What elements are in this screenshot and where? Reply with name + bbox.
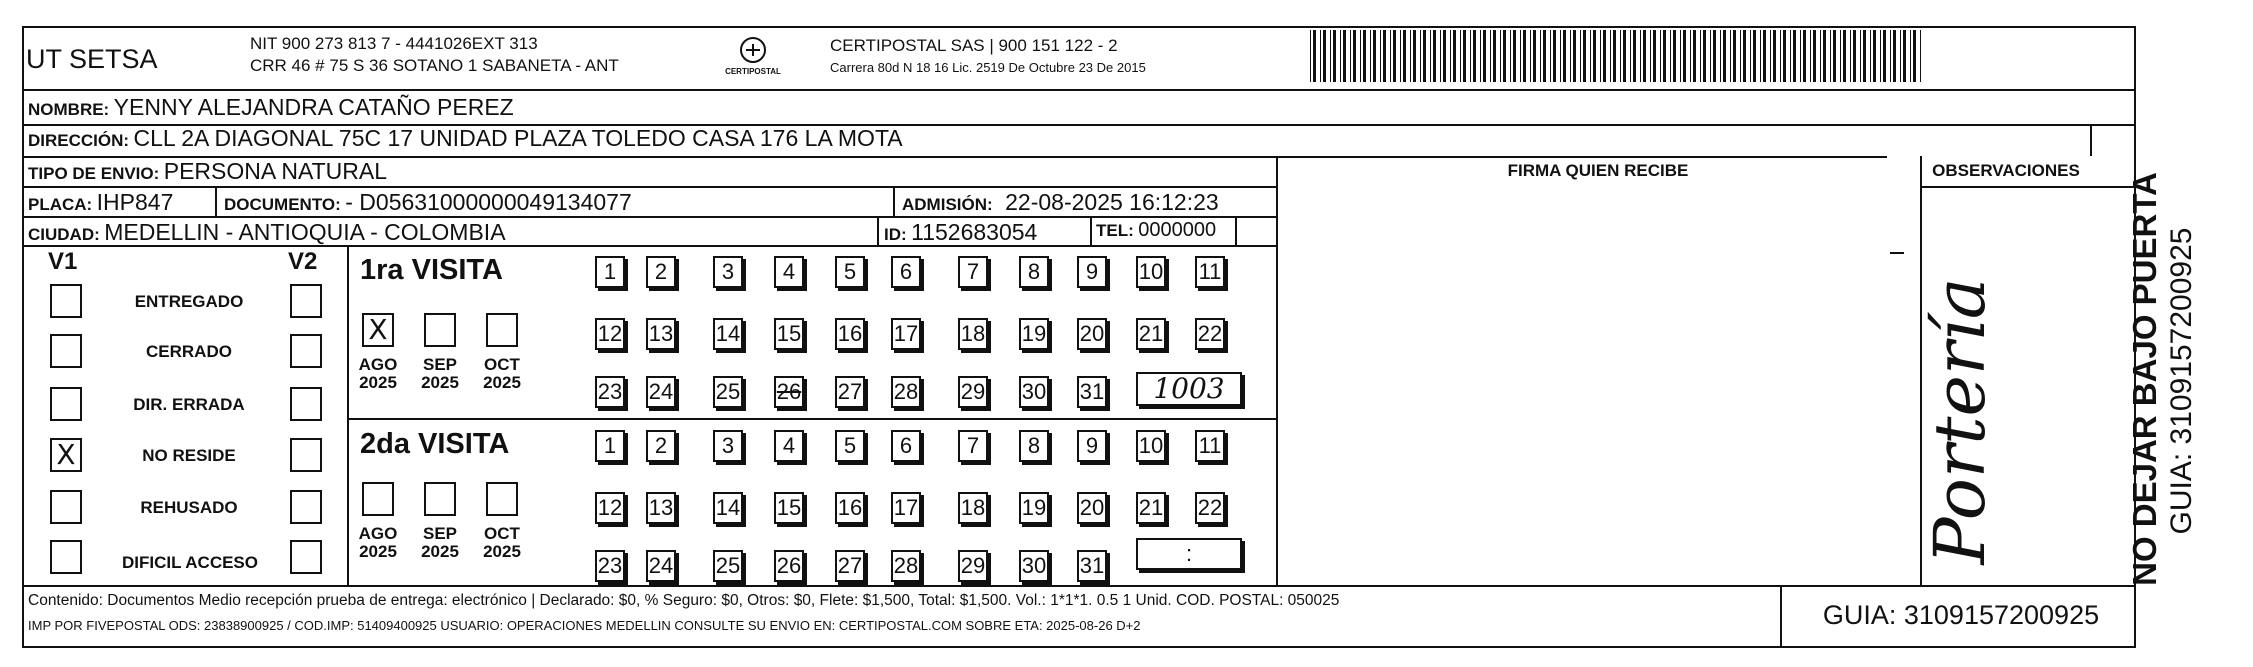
footer-guia: GUIA: 3109157200925	[1822, 600, 2100, 630]
month-label: AGO 2025	[358, 355, 398, 392]
day-box[interactable]: 22	[1195, 318, 1225, 350]
day-box[interactable]: 7	[958, 256, 988, 288]
documento-value: - D05631000000049134077	[345, 189, 632, 215]
day-box[interactable]: 2	[646, 256, 676, 288]
visit1-month-ago-checkbox[interactable]: X	[362, 313, 394, 347]
day-box[interactable]: 21	[1136, 492, 1166, 524]
month-label: SEP 2025	[421, 524, 459, 561]
logo-text: CERTIPOSTAL	[725, 67, 781, 76]
day-box[interactable]: 17	[891, 318, 921, 350]
tipo-envio: PERSONA NATURAL	[163, 158, 387, 184]
ciudad-value: MEDELLIN - ANTIOQUIA - COLOMBIA	[104, 219, 506, 245]
day-box[interactable]: 15	[774, 492, 804, 524]
day-box[interactable]: 13	[646, 492, 676, 524]
day-box[interactable]: 1	[595, 256, 625, 288]
day-box[interactable]: 6	[891, 256, 921, 288]
visit2-time: :	[1185, 541, 1193, 566]
day-box[interactable]: 24	[646, 550, 676, 582]
id-value: 1152683054	[911, 219, 1038, 245]
v1-dir-errada-checkbox[interactable]	[50, 387, 82, 421]
day-box[interactable]: 3	[713, 430, 743, 462]
address-line: CRR 46 # 75 S 36 SOTANO 1 SABANETA - ANT	[250, 56, 619, 75]
ciudad-label: CIUDAD:	[28, 225, 100, 244]
placa-value: IHP847	[96, 189, 174, 215]
v2-dificil-acceso-checkbox[interactable]	[290, 540, 322, 574]
firma-header: FIRMA QUIEN RECIBE	[1507, 161, 1689, 180]
documento-label: DOCUMENTO:	[224, 195, 341, 214]
day-box[interactable]: 4	[774, 256, 804, 288]
day-box[interactable]: 18	[958, 492, 988, 524]
day-box[interactable]: 26	[774, 376, 804, 408]
visit1-time: 1003	[1153, 372, 1225, 405]
day-box[interactable]: 24	[646, 376, 676, 408]
v2-rehusado-checkbox[interactable]	[290, 490, 322, 524]
day-box[interactable]: 9	[1077, 256, 1107, 288]
day-box[interactable]: 14	[713, 492, 743, 524]
address-row	[28, 125, 903, 152]
v1-no-reside-checkbox[interactable]: X	[50, 438, 82, 472]
day-box[interactable]: 5	[835, 256, 865, 288]
visit2-month-ago-checkbox[interactable]	[362, 482, 394, 516]
day-box[interactable]: 12	[595, 492, 625, 524]
day-box[interactable]: 6	[891, 430, 921, 462]
day-box[interactable]: 12	[595, 318, 625, 350]
documento-cell	[224, 189, 632, 216]
day-box[interactable]: 20	[1077, 318, 1107, 350]
id-cell	[884, 219, 1037, 246]
address-label: DIRECCIÓN:	[28, 131, 130, 150]
month-label: SEP 2025	[421, 355, 459, 392]
day-box[interactable]: 2	[646, 430, 676, 462]
v1-header: V1	[48, 248, 78, 275]
recipient-address: CLL 2A DIAGONAL 75C 17 UNIDAD PLAZA TOLEDO CASA 176 LA MOTA	[133, 125, 903, 151]
day-box[interactable]: 15	[774, 318, 804, 350]
observaciones-handwritten: Portería	[1919, 277, 2001, 565]
visit1-month-sep-checkbox[interactable]	[424, 313, 456, 347]
month-label: AGO 2025	[358, 524, 398, 561]
status-label: REHUSADO	[140, 498, 238, 517]
status-label: DIFICIL ACCESO	[121, 553, 258, 572]
name-label: NOMBRE:	[28, 100, 110, 119]
day-box[interactable]: 8	[1019, 256, 1049, 288]
side-guia: GUIA: 3109157200925	[2165, 227, 2198, 535]
no-dejar-warning: NO DEJAR BAJO PUERTA	[2126, 172, 2163, 586]
tel-value: 0000000	[1138, 219, 1217, 241]
day-box[interactable]: 23	[595, 550, 625, 582]
signature-mark	[1890, 252, 1904, 254]
v1-dificil-acceso-checkbox[interactable]	[50, 540, 82, 574]
company-name: UT SETSA	[26, 44, 158, 74]
day-box[interactable]: 16	[835, 318, 865, 350]
tel-cell	[1096, 219, 1216, 242]
day-box[interactable]: 3	[713, 256, 743, 288]
day-box[interactable]: 25	[713, 550, 743, 582]
admision-label: ADMISIÓN:	[902, 195, 993, 214]
v1-cerrado-checkbox[interactable]	[50, 334, 82, 368]
tel-label: TEL:	[1096, 221, 1134, 240]
day-box[interactable]: 16	[835, 492, 865, 524]
nit-line: NIT 900 273 813 7 - 4441026EXT 313	[250, 34, 538, 53]
visit2-title: 2da VISITA	[360, 428, 510, 460]
status-label: DIR. ERRADA	[133, 395, 245, 414]
day-box[interactable]: 30	[1019, 550, 1049, 582]
v1-entregado-checkbox[interactable]	[50, 284, 82, 318]
day-box[interactable]: 10	[1136, 256, 1166, 288]
day-box[interactable]: 9	[1077, 430, 1107, 462]
visit2-month-sep-checkbox[interactable]	[424, 482, 456, 516]
month-label: OCT 2025	[483, 355, 521, 392]
name-row	[28, 94, 514, 121]
day-box[interactable]: 19	[1019, 318, 1049, 350]
recipient-name: YENNY ALEJANDRA CATAÑO PEREZ	[113, 94, 514, 120]
day-box[interactable]: 11	[1195, 256, 1225, 288]
day-box[interactable]: 29	[958, 376, 988, 408]
observaciones-header: OBSERVACIONES	[1932, 161, 2080, 180]
status-label: NO RESIDE	[142, 446, 236, 465]
v2-cerrado-checkbox[interactable]	[290, 334, 322, 368]
day-box[interactable]: 29	[958, 550, 988, 582]
v2-no-reside-checkbox[interactable]	[290, 438, 322, 472]
day-box[interactable]: 30	[1019, 376, 1049, 408]
day-box[interactable]: 31	[1077, 376, 1107, 408]
day-box[interactable]: 22	[1195, 492, 1225, 524]
visit1-title: 1ra VISITA	[360, 254, 503, 286]
day-box[interactable]: 5	[835, 430, 865, 462]
day-box[interactable]: 31	[1077, 550, 1107, 582]
day-box[interactable]: 26	[774, 550, 804, 582]
visit1-month-oct-checkbox[interactable]	[486, 313, 518, 347]
v1-rehusado-checkbox[interactable]	[50, 490, 82, 524]
status-label: ENTREGADO	[134, 292, 244, 311]
placa-label: PLACA:	[28, 195, 93, 214]
day-box[interactable]: 11	[1195, 430, 1225, 462]
day-box[interactable]: 28	[891, 376, 921, 408]
day-box[interactable]: 10	[1136, 430, 1166, 462]
admision-value: 22-08-2025 16:12:23	[1005, 189, 1219, 215]
day-box[interactable]: 7	[958, 430, 988, 462]
id-label: ID:	[884, 225, 907, 244]
month-label: OCT 2025	[483, 524, 521, 561]
day-box[interactable]: 27	[835, 376, 865, 408]
day-box[interactable]: 8	[1019, 430, 1049, 462]
tipo-row	[28, 158, 387, 185]
day-box[interactable]: 27	[835, 550, 865, 582]
v2-dir-errada-checkbox[interactable]	[290, 387, 322, 421]
ciudad-cell	[28, 219, 506, 246]
placa-cell	[28, 189, 173, 216]
visit1-time-box[interactable]	[1136, 372, 1242, 406]
day-box[interactable]: 4	[774, 430, 804, 462]
day-box[interactable]: 20	[1077, 492, 1107, 524]
day-box[interactable]: 1	[595, 430, 625, 462]
day-box[interactable]: 23	[595, 376, 625, 408]
day-box[interactable]: 18	[958, 318, 988, 350]
carrier-line: CERTIPOSTAL SAS | 900 151 122 - 2	[830, 36, 1118, 55]
visit2-time-box[interactable]	[1136, 538, 1242, 570]
day-box[interactable]: 21	[1136, 318, 1166, 350]
day-box[interactable]: 28	[891, 550, 921, 582]
v2-entregado-checkbox[interactable]	[290, 284, 322, 318]
day-box[interactable]: 17	[891, 492, 921, 524]
day-box[interactable]: 14	[713, 318, 743, 350]
footer-print-line: IMP POR FIVEPOSTAL ODS: 23838900925 / COD.IMP: 51409400925 USUARIO: OPERACIONES MEDELLIN CONSULTE SU ENVIO EN: CERTIPOSTAL.COM SOBRE ETA: 2025-08-26 D+2	[28, 618, 1141, 633]
status-label: CERRADO	[146, 342, 232, 361]
footer-content-line: Contenido: Documentos Medio recepción prueba de entrega: electrónico | Declarado: $0, % Seguro: $0, Otros: $0, Flete: $1,500, Total: $1,500. Vol.: 1*1*1. 0.5 1 Unid. COD. POSTAL: 050025	[28, 592, 1340, 609]
v2-header: V2	[288, 248, 318, 275]
day-box[interactable]: 13	[646, 318, 676, 350]
tipo-label: TIPO DE ENVIO:	[28, 164, 160, 183]
day-box[interactable]: 25	[713, 376, 743, 408]
day-box[interactable]: 19	[1019, 492, 1049, 524]
visit2-month-oct-checkbox[interactable]	[486, 482, 518, 516]
admision-cell	[902, 189, 1219, 216]
license-line: Carrera 80d N 18 16 Lic. 2519 De Octubre 23 De 2015	[830, 60, 1146, 75]
